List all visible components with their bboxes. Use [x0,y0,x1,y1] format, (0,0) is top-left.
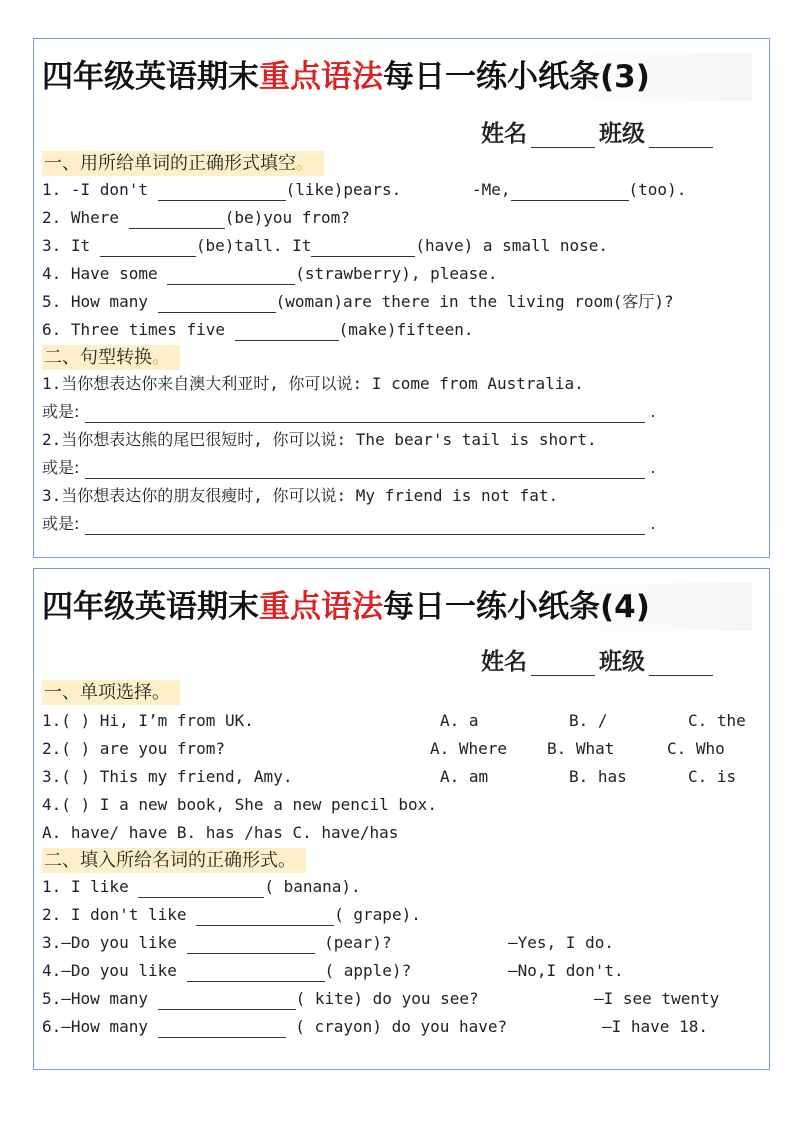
q4-blank[interactable] [167,266,295,285]
transform-3-text: 3.当你想表达你的朋友很瘦时, 你可以说: My friend is not fat. [42,486,559,505]
title-prefix: 四年级英语期末 [42,589,259,625]
option-text: A. a [440,711,479,730]
fill-4 [42,960,411,982]
section-heading-multiple-choice [42,680,180,705]
title-prefix: 四年级英语期末 [42,59,259,95]
fill-6-blank[interactable] [158,1019,286,1038]
name-blank[interactable] [531,127,595,148]
fill-text: 3.—Do you like [42,933,177,952]
or-label: 或是: [42,402,80,421]
section-heading-text: 一、单项选择。 [44,682,170,703]
mc-question-1 [42,710,254,732]
question-4 [42,263,498,285]
option-text: C. the [688,711,746,730]
worksheet-title [42,583,752,631]
transform-2 [42,429,597,451]
fill-3-blank[interactable] [187,935,315,954]
transform-3-answer [42,513,656,535]
answer-line[interactable] [85,460,645,479]
section-heading-transform [42,345,180,370]
answer-line[interactable] [85,404,645,423]
fill-6 [42,1016,507,1038]
fill-5-reply [594,988,719,1010]
fill-3 [42,932,392,954]
transform-2-answer [42,457,656,479]
mc-2-option-b[interactable] [547,738,614,760]
fill-hint: ( apple)? [324,961,412,980]
section-heading-dot: 。 [152,347,170,368]
fill-hint: ( banana). [264,877,361,896]
fill-hint: (pear)? [324,933,392,952]
mc-2-option-c[interactable] [667,738,725,760]
fill-reply: —I have 18. [602,1017,708,1036]
mc-1-option-b[interactable] [569,710,608,732]
mc-question-2 [42,738,225,760]
fill-6-reply [602,1016,708,1038]
fill-1-blank[interactable] [138,879,264,898]
worksheet-card-4 [33,568,770,1070]
mc-4-options[interactable] [42,822,398,844]
transform-3 [42,485,558,507]
or-label: 或是: [42,458,80,477]
fill-reply: —Yes, I do. [508,933,614,952]
question-1 [42,179,401,201]
question-1-reply [472,179,686,201]
fill-text: 1. I like [42,877,129,896]
mc-1-option-c[interactable] [688,710,746,732]
fill-reply: —No,I don't. [508,961,624,980]
mc-question-4 [42,794,437,816]
option-text: B. / [569,711,608,730]
name-class-row [481,643,717,676]
fill-3-reply [508,932,614,954]
option-text: A. am [440,767,489,786]
fill-hint: ( crayon) do you have? [295,1017,508,1036]
q6-text: 6. Three times five [42,320,226,339]
class-blank[interactable] [649,127,713,148]
mc-3-option-a[interactable] [440,766,488,788]
q1-hint: (like)pears. [285,180,402,199]
section-heading-text: 一、用所给单词的正确形式填空 [44,153,296,174]
class-blank[interactable] [649,655,713,676]
section-heading-text: 二、填入所给名词的正确形式。 [44,850,296,871]
class-label: 班级 [599,649,645,675]
section-heading-noun-forms [42,848,306,873]
fill-1 [42,876,361,898]
fill-4-blank[interactable] [187,963,325,982]
option-text: A. have/ have B. has /has C. have/has [42,823,399,842]
title-suffix: 每日一练小纸条(3) [383,59,650,95]
transform-2-text: 2.当你想表达熊的尾巴很短时, 你可以说: The bear's tail is short. [42,430,597,449]
option-text: C. Who [667,739,725,758]
mc-question-text: 2.( ) are you from? [42,739,226,758]
name-blank[interactable] [531,655,595,676]
or-label: 或是: [42,514,80,533]
transform-1-text: 1.当你想表达你来自澳大利亚时, 你可以说: I come from Australia. [42,374,584,393]
title-suffix: 每日一练小纸条(4) [383,589,650,625]
fill-5 [42,988,479,1010]
option-text: C. is [688,767,737,786]
question-6 [42,319,474,341]
period: . [650,514,656,533]
mc-question-text: 3.( ) This my friend, Amy. [42,767,293,786]
fill-hint: ( kite) do you see? [295,989,479,1008]
fill-hint: ( grape). [334,905,421,924]
q6-blank[interactable] [235,322,339,341]
q2-text: 2. Where [42,208,120,227]
fill-text: 4.—Do you like [42,961,177,980]
worksheet-title [42,53,752,101]
q5-text: 5. How many [42,292,148,311]
name-class-row [481,115,717,148]
fill-reply: —I see twenty [594,989,720,1008]
mc-question-text: 4.( ) I a new book, She a new pencil box. [42,795,437,814]
q5-hint: (woman)are there in the living room(客厅)? [275,292,674,311]
q1-reply-hint: (too). [628,180,687,199]
title-highlight: 重点语法 [259,59,383,95]
answer-line[interactable] [85,516,645,535]
q1-blank[interactable] [158,182,286,201]
transform-1-answer [42,401,656,423]
fill-2-blank[interactable] [196,907,334,926]
section-heading-fill-in [42,151,324,176]
fill-text: 2. I don't like [42,905,187,924]
q3-text: 3. It [42,236,91,255]
q3-blank-2[interactable] [311,238,415,257]
fill-5-blank[interactable] [158,991,296,1010]
q3-blank-1[interactable] [100,238,196,257]
fill-2 [42,904,421,926]
q2-hint: (be)you from? [224,208,350,227]
section-heading-dot: 。 [296,153,314,174]
q2-blank[interactable] [129,210,225,229]
q3-hint-2: (have) a small nose. [415,236,609,255]
name-label: 姓名 [481,121,527,147]
q5-blank[interactable] [158,294,276,313]
q3-hint: (be)tall. It [195,236,312,255]
mc-1-option-a[interactable] [440,710,479,732]
section-heading-text: 二、句型转换 [44,347,152,368]
option-text: B. has [569,767,627,786]
fill-text: 5.—How many [42,989,148,1008]
q4-text: 4. Have some [42,264,158,283]
period: . [650,458,656,477]
q1-text: 1. -I don't [42,180,148,199]
mc-question-text: 1.( ) Hi, I’m from UK. [42,711,254,730]
q6-hint: (make)fifteen. [338,320,474,339]
worksheet-card-3 [33,38,770,558]
period: . [650,402,656,421]
q1-reply-blank[interactable] [511,182,629,201]
transform-1 [42,373,584,395]
question-2 [42,207,350,229]
q4-hint: (strawberry), please. [295,264,498,283]
mc-3-option-c[interactable] [688,766,736,788]
option-text: B. What [547,739,615,758]
fill-text: 6.—How many [42,1017,148,1036]
mc-2-option-a[interactable] [430,738,507,760]
question-5 [42,291,674,313]
option-text: A. Where [430,739,508,758]
mc-question-3 [42,766,292,788]
question-3 [42,235,608,257]
q1-reply-text: -Me, [472,180,511,199]
class-label: 班级 [599,121,645,147]
name-label: 姓名 [481,649,527,675]
mc-3-option-b[interactable] [569,766,627,788]
fill-4-reply [508,960,624,982]
title-highlight: 重点语法 [259,589,383,625]
